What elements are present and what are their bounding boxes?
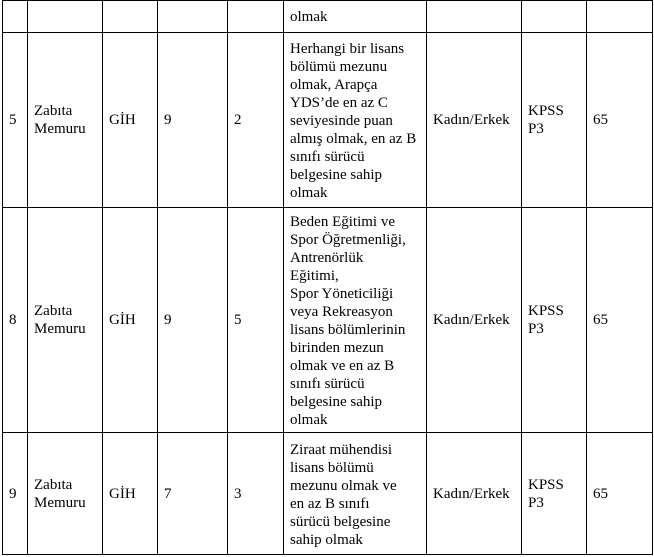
- min-score-cell: 65: [587, 433, 653, 555]
- table-body: [3, 1, 653, 555]
- qualification-cell: [284, 1, 427, 33]
- count-cell: [228, 1, 284, 33]
- score-type-cell: [522, 1, 587, 33]
- score-type-cell: KPSS P3: [522, 33, 587, 208]
- qualification-line: Eğitimi,: [290, 268, 339, 284]
- row-number-cell: 5: [3, 33, 28, 208]
- table-row: [3, 33, 653, 208]
- table-row: [3, 1, 653, 33]
- grade-cell: [158, 1, 228, 33]
- row-number-cell: [3, 1, 28, 33]
- gender-cell: Kadın/Erkek: [427, 208, 522, 433]
- table-row: [3, 433, 653, 555]
- min-score-cell: [587, 1, 653, 33]
- row-number-cell: 8: [3, 208, 28, 433]
- title-cell: Zabıta Memuru: [28, 433, 103, 555]
- qualification-cell: [284, 433, 427, 555]
- qualification-line: olmak: [290, 412, 328, 428]
- qualification-cell: [284, 33, 427, 208]
- qualification-line: sınıfı sürücü: [290, 376, 365, 392]
- grade-cell: 7: [158, 433, 228, 555]
- qualification-line: seviyesinde puan: [290, 113, 393, 129]
- personnel-table: [2, 0, 653, 555]
- qualification-line: belgesine sahip: [290, 394, 383, 410]
- qualification-line: sahip olmak: [290, 531, 363, 548]
- qualification-line: bölümü mezunu: [290, 59, 388, 75]
- class-cell: GİH: [103, 208, 158, 433]
- qualification-line: Antrenörlük: [290, 250, 364, 266]
- title-cell: Zabıta Memuru: [28, 33, 103, 208]
- min-score-cell: 65: [587, 208, 653, 433]
- count-cell: 2: [228, 33, 284, 208]
- gender-cell: Kadın/Erkek: [427, 33, 522, 208]
- qualification-line: olmak, Arapça: [290, 77, 378, 93]
- qualification-line: mezunu olmak ve: [290, 477, 397, 494]
- gender-cell: Kadın/Erkek: [427, 433, 522, 555]
- table-row: [3, 208, 653, 433]
- qualification-cell: [284, 208, 427, 433]
- class-cell: GİH: [103, 33, 158, 208]
- qualification-line: Spor Öğretmenliği,: [290, 232, 406, 248]
- min-score-cell: 65: [587, 33, 653, 208]
- qualification-line: almış olmak, en az B: [290, 131, 417, 147]
- title-cell: [28, 1, 103, 33]
- qualification-line: sınıfı sürücü: [290, 149, 365, 165]
- qualification-line: Ziraat mühendisi: [290, 441, 393, 458]
- qualification-line: birinden mezun: [290, 340, 384, 356]
- count-cell: 5: [228, 208, 284, 433]
- grade-cell: 9: [158, 33, 228, 208]
- qualification-line: olmak: [290, 9, 328, 25]
- qualification-line: lisans bölümü: [290, 459, 374, 476]
- qualification-line: Beden Eğitimi ve: [290, 214, 395, 230]
- qualification-line: en az B sınıfı: [290, 495, 370, 512]
- qualification-line: olmak: [290, 185, 328, 201]
- score-type-cell: KPSS P3: [522, 433, 587, 555]
- qualification-line: Spor Yöneticiliği: [290, 286, 394, 302]
- qualification-line: belgesine sahip: [290, 167, 383, 183]
- qualification-line: sürücü belgesine: [290, 513, 391, 530]
- row-number-cell: 9: [3, 433, 28, 555]
- gender-cell: [427, 1, 522, 33]
- qualification-line: veya Rekreasyon: [290, 304, 393, 320]
- qualification-line: olmak ve en az B: [290, 358, 395, 374]
- score-type-cell: KPSS P3: [522, 208, 587, 433]
- qualification-line: Herhangi bir lisans: [290, 41, 405, 57]
- qualification-line: YDS’de en az C: [290, 95, 388, 111]
- title-cell: Zabıta Memuru: [28, 208, 103, 433]
- grade-cell: 9: [158, 208, 228, 433]
- class-cell: [103, 1, 158, 33]
- count-cell: 3: [228, 433, 284, 555]
- qualification-line: lisans bölümlerinin: [290, 322, 406, 338]
- class-cell: GİH: [103, 433, 158, 555]
